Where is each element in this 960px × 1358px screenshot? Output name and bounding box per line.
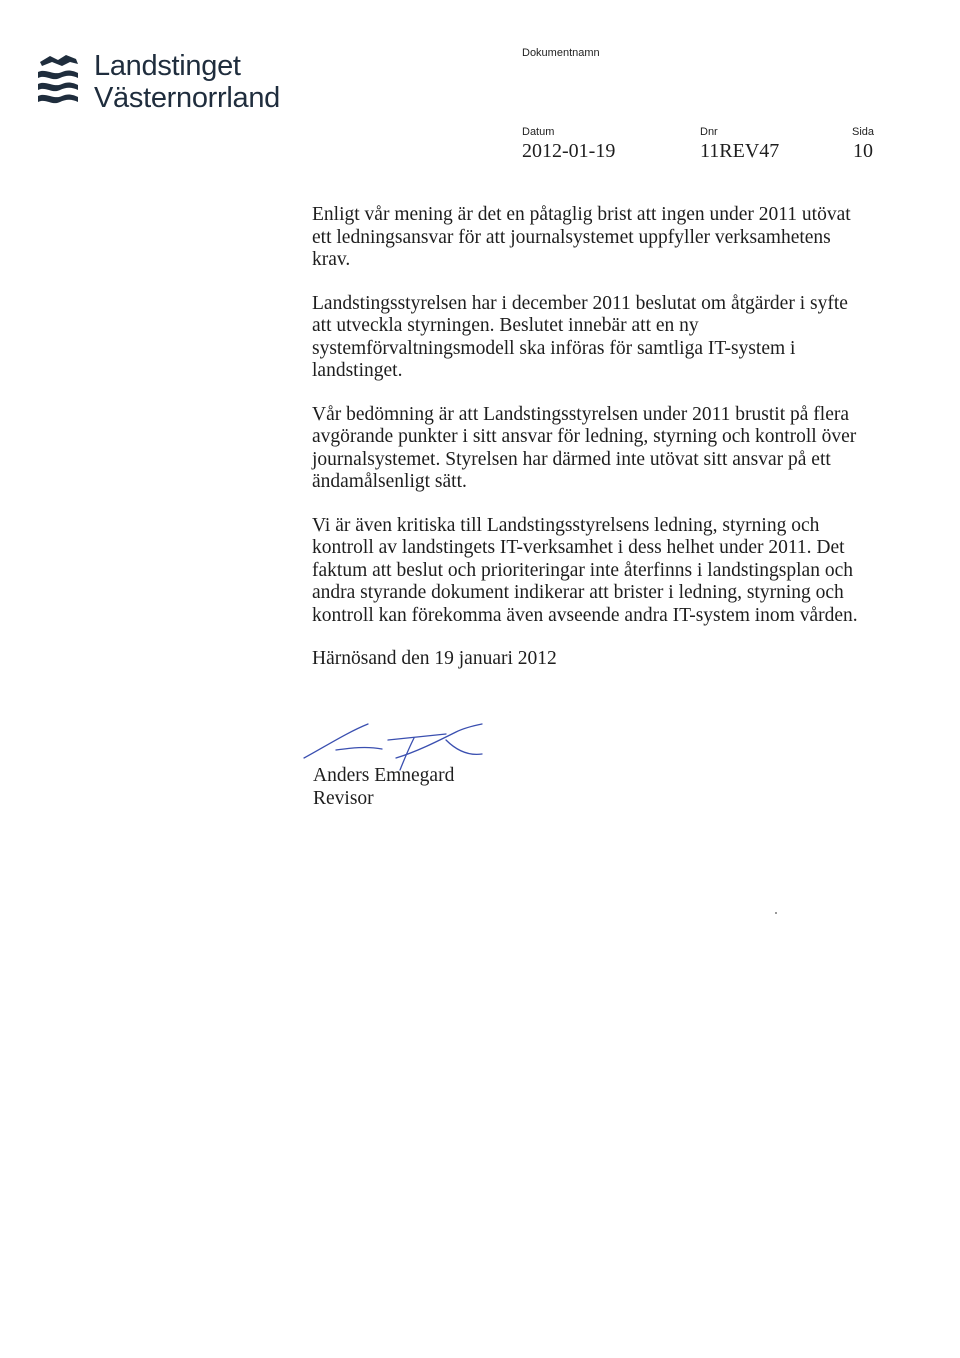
signatory-name: Anders Emnegard <box>313 765 455 786</box>
scan-speck <box>775 912 777 914</box>
date-label: Datum <box>522 126 555 138</box>
landstinget-logo-icon <box>36 52 80 108</box>
paragraph-1: Enligt vår mening är det en påtaglig brist att ingen under 2011 utövat ett ledningsansvar för att journalsystemet uppfyller verksamhetens krav. <box>312 204 851 270</box>
paragraph-2: Landstingsstyrelsen har i december 2011 beslutat om åtgärder i syfte att utveckla styrningen. Beslutet innebär att en ny systemförvaltningsmodell ska införas för samtliga IT-system i landstinget. <box>312 292 848 381</box>
date-value: 2012-01-19 <box>522 140 616 162</box>
organization-logo-text <box>94 50 280 114</box>
dnr-label: Dnr <box>700 126 718 138</box>
logo-line-2: Västernorrland <box>94 82 281 114</box>
place-and-date: Härnösand den 19 januari 2012 <box>312 648 557 669</box>
signatory-block <box>313 764 454 810</box>
logo-line-1: Landstinget <box>94 50 241 82</box>
dnr-value: 11REV47 <box>700 140 780 162</box>
signatory-title: Revisor <box>313 788 374 809</box>
letter-body <box>312 204 872 692</box>
page-number: 10 <box>853 140 873 162</box>
paragraph-4: Vi är även kritiska till Landstingsstyrelsens ledning, styrning och kontroll av landstingets IT-verksamhet i dess helhet under 2011. Det faktum att beslut och prioriteringar inte återfinns i landstingsplan och andra styrande dokument indikerar att brister i ledning, styrning och kontroll kan förekomma även avseende andra IT-system inom vården. <box>312 514 858 626</box>
page-label: Sida <box>852 126 875 138</box>
paragraph-3: Vår bedömning är att Landstingsstyrelsen under 2011 brustit på flera avgörande punkter i sitt ansvar för ledning, styrning och kontroll över journalsystemet. Styrelsen har därmed inte utövat sitt ansvar på ett ändamålsenligt sätt. <box>312 403 857 492</box>
document-name-label: Dokumentnamn <box>522 47 600 59</box>
